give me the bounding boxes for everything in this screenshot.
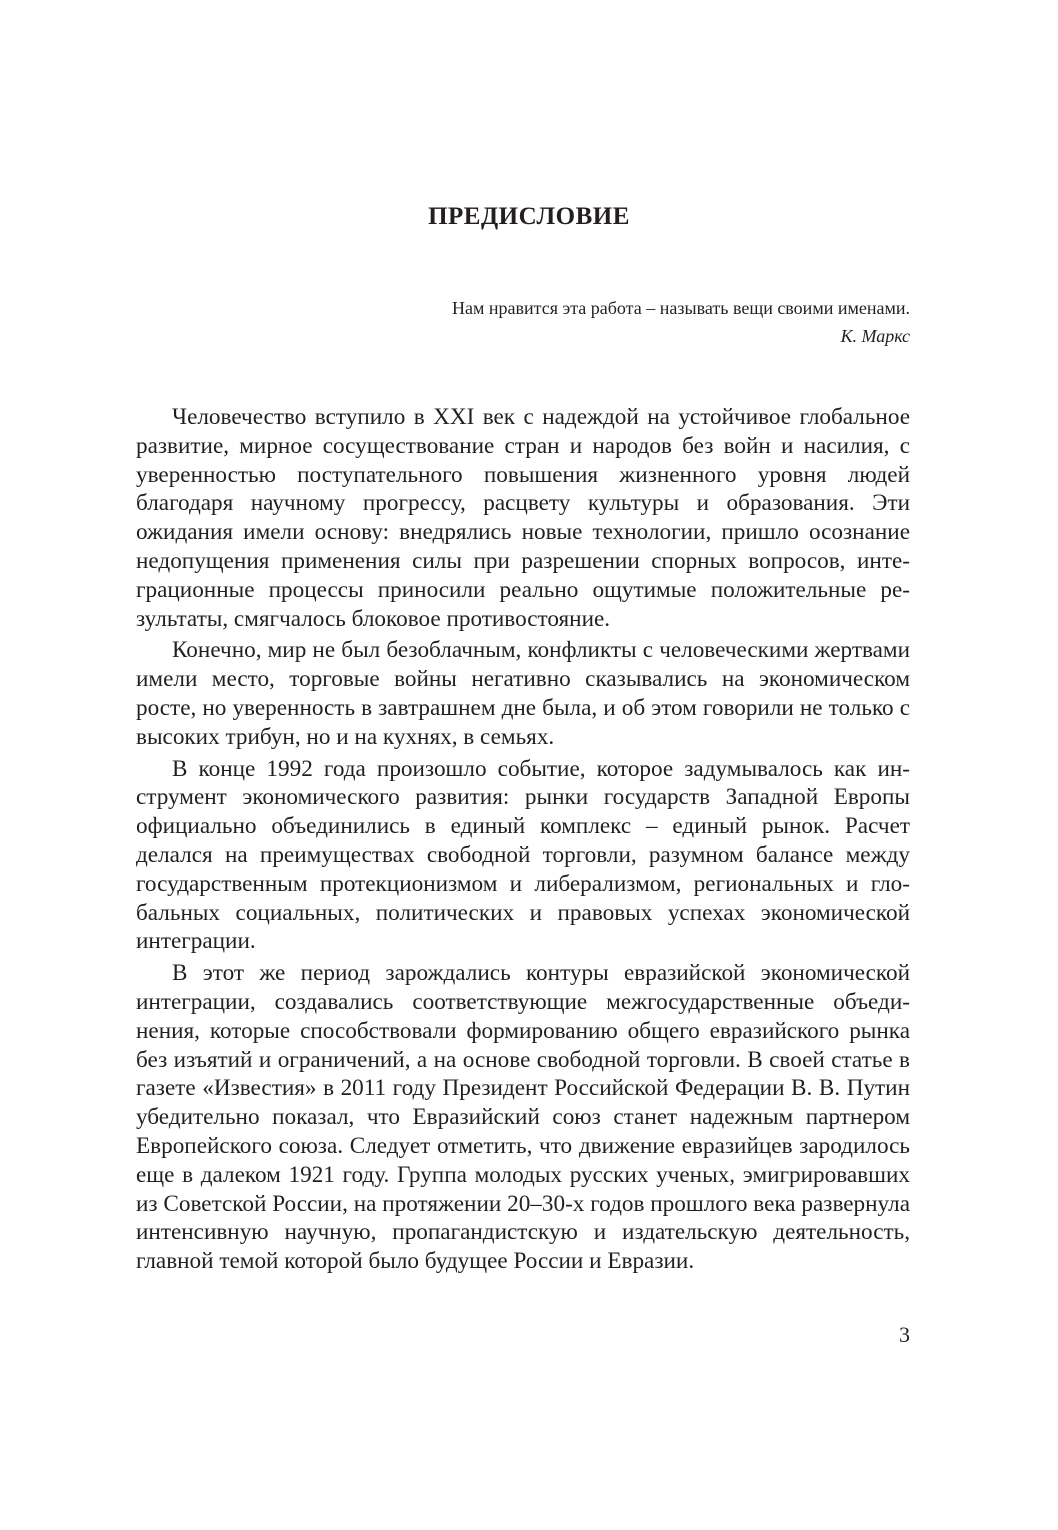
epigraph-quote: Нам нравится эта работа – называть вещи своими именами. — [451, 298, 910, 318]
epigraph-author: К. Маркс — [840, 326, 910, 346]
paragraph: Человечество вступило в XXI век с надеждой на устойчивое глобальное развитие, мирное сосуществование стран и народов без войн и насилия, с уверенностью поступательного повышения жизненного уровня людей благодаря научному прогрессу, расцвету культуры и образования. Эти ожидания имели основу: внедрялись новые технологии, пришло осознание недопущения применения силы при разрешении спорных вопросов, интеграционные процессы приносили реально ощутимые положительные результаты, смягчалось блоковое противостояние. — [136, 404, 910, 632]
paragraph: В конце 1992 года произошло событие, которое задумывалось как инструмент экономического развития: рынки государств Западной Европы официально объединились в единый комплекс – единый рынок. Расчет делался на преимуществах свободной торговли, разумном балансе между государственным протекционизмом и либерализмом, региональных и глобальных социальных, политических и правовых успехах экономической интеграции. — [136, 755, 910, 955]
body-text — [136, 403, 910, 1279]
epigraph — [452, 294, 910, 350]
page-title: ПРЕДИСЛОВИЕ — [428, 203, 630, 230]
paragraph: Конечно, мир не был безоблачным, конфликты с человеческими жертвами имели место, торговые войны негативно сказывались на экономическом росте, но уверенность в завтрашнем дне была, и об этом говорили не только с высоких трибун, но и на кухнях, в семьях. — [136, 637, 910, 750]
paragraph: В этот же период зарождались контуры евразийской экономической интеграции, создавались соответствующие межгосударственные объединения, которые способствовали формированию общего евразийского рынка без изъятий и ограничений, а на основе свободной торговли. В своей статье в газете «Известия» в 2011 году Президент Российской Федерации В. В. Путин убедительно показал, что Евразийский союз станет надежным партнером Европейского союза. Следует отметить, что движение евразийцев зародилось еще в далеком 1921 году. Группа молодых русских ученых, эмигрировавших из Советской России, на протяжении 20–30-х годов прошлого века развернула интенсивную научную, пропагандистскую и издательскую деятельность, главной темой которой было будущее России и Евразии. — [136, 960, 910, 1275]
page-number: 3 — [899, 1322, 910, 1347]
